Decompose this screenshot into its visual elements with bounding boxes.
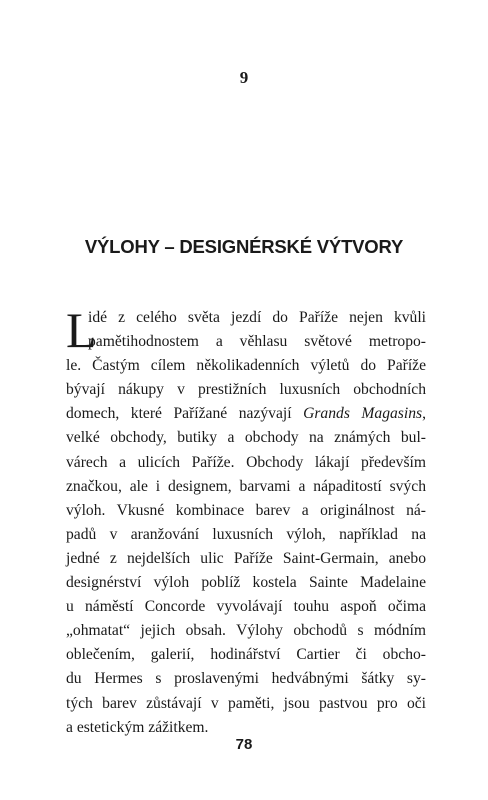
text-line: idé z celého světa jezdí do Paříže nejen kvůli (88, 309, 426, 326)
text-line: designérství výloh poblíž kostela Sainte Madelaine (66, 574, 426, 592)
text-line: jedné z nejdelších ulic Paříže Saint-Germain, anebo (66, 549, 426, 567)
body-text (66, 302, 426, 740)
text-line: velké obchody, butiky a obchody na známých bul- (66, 429, 426, 447)
text-line: domech, které Pařížané nazývají Grands Magasins, (66, 405, 426, 423)
chapter-number: 9 (239, 68, 249, 87)
text-line: padů v aranžování luxusních výloh, například na (66, 525, 426, 543)
text-line: bývají nákupy v prestižních luxusních obchodních (66, 381, 426, 399)
drop-cap: L (66, 302, 97, 358)
text-line: le. Častým cílem několikadenních výletů do Paříže (66, 357, 426, 375)
chapter-title: VÝLOHY – DESIGNÉRSKÉ VÝTVORY (84, 236, 404, 257)
text-line: oblečením, galerií, hodinářství Cartier či obcho- (66, 646, 426, 664)
text-line: „ohmatat“ jejich obsah. Výlohy obchodů s módním (66, 622, 426, 640)
text-line: výloh. Vkusné kombinace barev a originálnost ná- (66, 501, 426, 519)
italic-term: Grands Magasins (303, 405, 423, 423)
page-number: 78 (235, 736, 253, 753)
text-line: pamětihodnostem a věhlasu světové metropo- (88, 333, 426, 351)
text-line: značkou, ale i designem, barvami a nápaditostí svých (66, 477, 426, 495)
text-line: a estetickým zážitkem. (66, 718, 209, 736)
text-line: várech a ulicích Paříže. Obchody lákají především (66, 453, 426, 471)
text-line: tých barev zůstávají v paměti, jsou pastvou pro oči (66, 694, 426, 712)
text-line: u náměstí Concorde vyvolávají touhu aspoň očima (66, 598, 426, 616)
text-line: du Hermes s proslavenými hedvábnými šátky sy- (66, 670, 426, 688)
